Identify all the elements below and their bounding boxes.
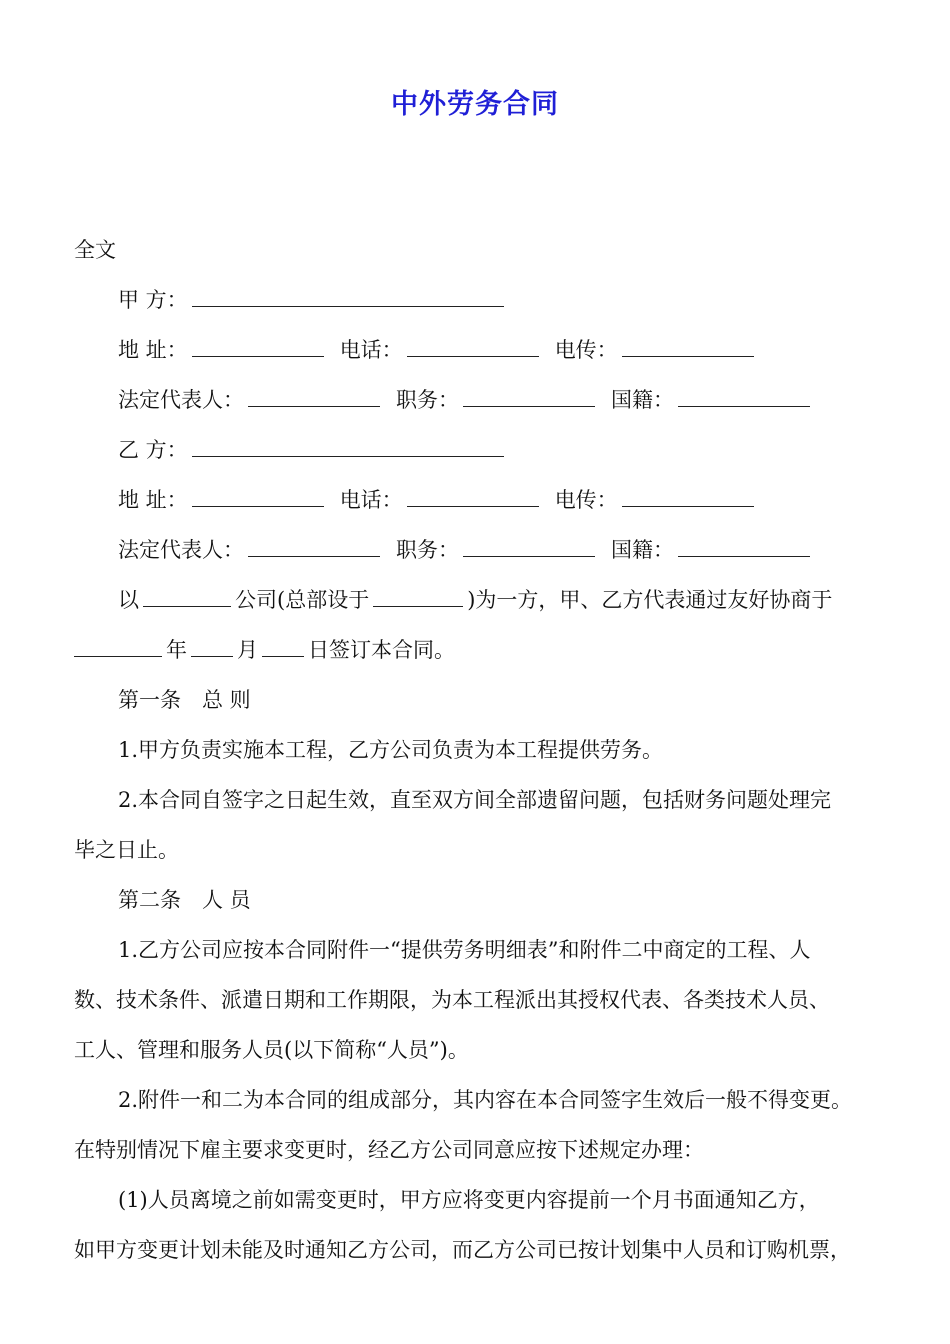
party-b-rep-blank (248, 536, 380, 557)
article-2-item-3-line-2: 如甲方变更计划未能及时通知乙方公司，而乙方公司已按计划集中人员和订购机票， (74, 1238, 851, 1262)
headquarters-blank (373, 586, 463, 607)
article-1-item-2-line-2: 毕之日止。 (74, 838, 179, 862)
party-b-address-label: 地 址： (118, 488, 188, 512)
party-a-blank (192, 286, 504, 307)
party-a-phone-label: 电话： (339, 338, 403, 362)
section-heading: 全文 (74, 238, 116, 262)
party-b-blank (192, 436, 504, 457)
party-a-phone-blank (407, 336, 539, 357)
preamble-text-a: 以 (118, 588, 139, 612)
preamble-line-1 (118, 586, 832, 614)
day-label: 日签订本合同。 (308, 638, 455, 662)
party-b-address-blank (192, 486, 324, 507)
party-b-fax-blank (622, 486, 754, 507)
party-a-rep-label: 法定代表人： (118, 388, 244, 412)
party-b-nationality-blank (678, 536, 810, 557)
article-2-item-2-line-1: 2.附件一和二为本合同的组成部分，其内容在本合同签字生效后一般不得变更。 (118, 1088, 853, 1112)
party-a-position-label: 职务： (396, 388, 459, 412)
year-label: 年 (166, 638, 187, 662)
preamble-text-c: )为一方，甲、乙方代表通过友好协商于 (467, 588, 833, 612)
article-2-item-2-line-2: 在特别情况下雇主要求变更时，经乙方公司同意应按下述规定办理： (74, 1138, 704, 1162)
party-a-fax-blank (622, 336, 754, 357)
article-1-item-2-line-1: 2.本合同自签字之日起生效，直至双方间全部遗留问题，包括财务问题处理完 (118, 788, 832, 812)
party-b-rep-line (118, 536, 814, 564)
preamble-text-b: 公司(总部设于 (235, 588, 370, 612)
party-a-rep-blank (248, 386, 380, 407)
party-b-phone-blank (407, 486, 539, 507)
article-2-item-3-line-1: (1)人员离境之前如需变更时，甲方应将变更内容提前一个月书面通知乙方， (118, 1188, 820, 1212)
party-a-nationality-blank (678, 386, 810, 407)
party-b-nationality-label: 国籍： (611, 538, 674, 562)
party-b-rep-label: 法定代表人： (118, 538, 244, 562)
month-label: 月 (237, 638, 258, 662)
party-b-phone-label: 电话： (339, 488, 403, 512)
party-a-contact-line (118, 336, 758, 364)
day-blank (262, 636, 304, 657)
year-blank (74, 636, 162, 657)
document-title: 中外劳务合同 (391, 89, 559, 120)
party-a-address-label: 地 址： (118, 338, 188, 362)
preamble-line-2 (74, 636, 455, 664)
company-blank (143, 586, 231, 607)
party-a-position-blank (463, 386, 595, 407)
article-1-item-1: 1.甲方负责实施本工程，乙方公司负责为本工程提供劳务。 (118, 738, 664, 762)
party-a-rep-line (118, 386, 814, 414)
party-b-line (118, 436, 508, 464)
party-b-label: 乙 方： (118, 438, 188, 462)
month-blank (191, 636, 233, 657)
article-2-item-1-line-2: 数、技术条件、派遣日期和工作期限，为本工程派出其授权代表、各类技术人员、 (74, 988, 830, 1012)
article-2-heading: 第二条 人 员 (118, 888, 251, 912)
party-b-contact-line (118, 486, 758, 514)
party-a-nationality-label: 国籍： (611, 388, 674, 412)
article-2-item-1-line-1: 1.乙方公司应按本合同附件一“提供劳务明细表”和附件二中商定的工程、人 (118, 938, 811, 962)
party-b-fax-label: 电传： (554, 488, 618, 512)
party-a-label: 甲 方： (118, 288, 188, 312)
party-b-position-blank (463, 536, 595, 557)
article-1-heading: 第一条 总 则 (118, 688, 251, 712)
party-a-address-blank (192, 336, 324, 357)
party-b-position-label: 职务： (396, 538, 459, 562)
party-a-fax-label: 电传： (554, 338, 618, 362)
party-a-line (118, 286, 508, 314)
article-2-item-1-line-3: 工人、管理和服务人员(以下简称“人员”)。 (74, 1038, 469, 1062)
